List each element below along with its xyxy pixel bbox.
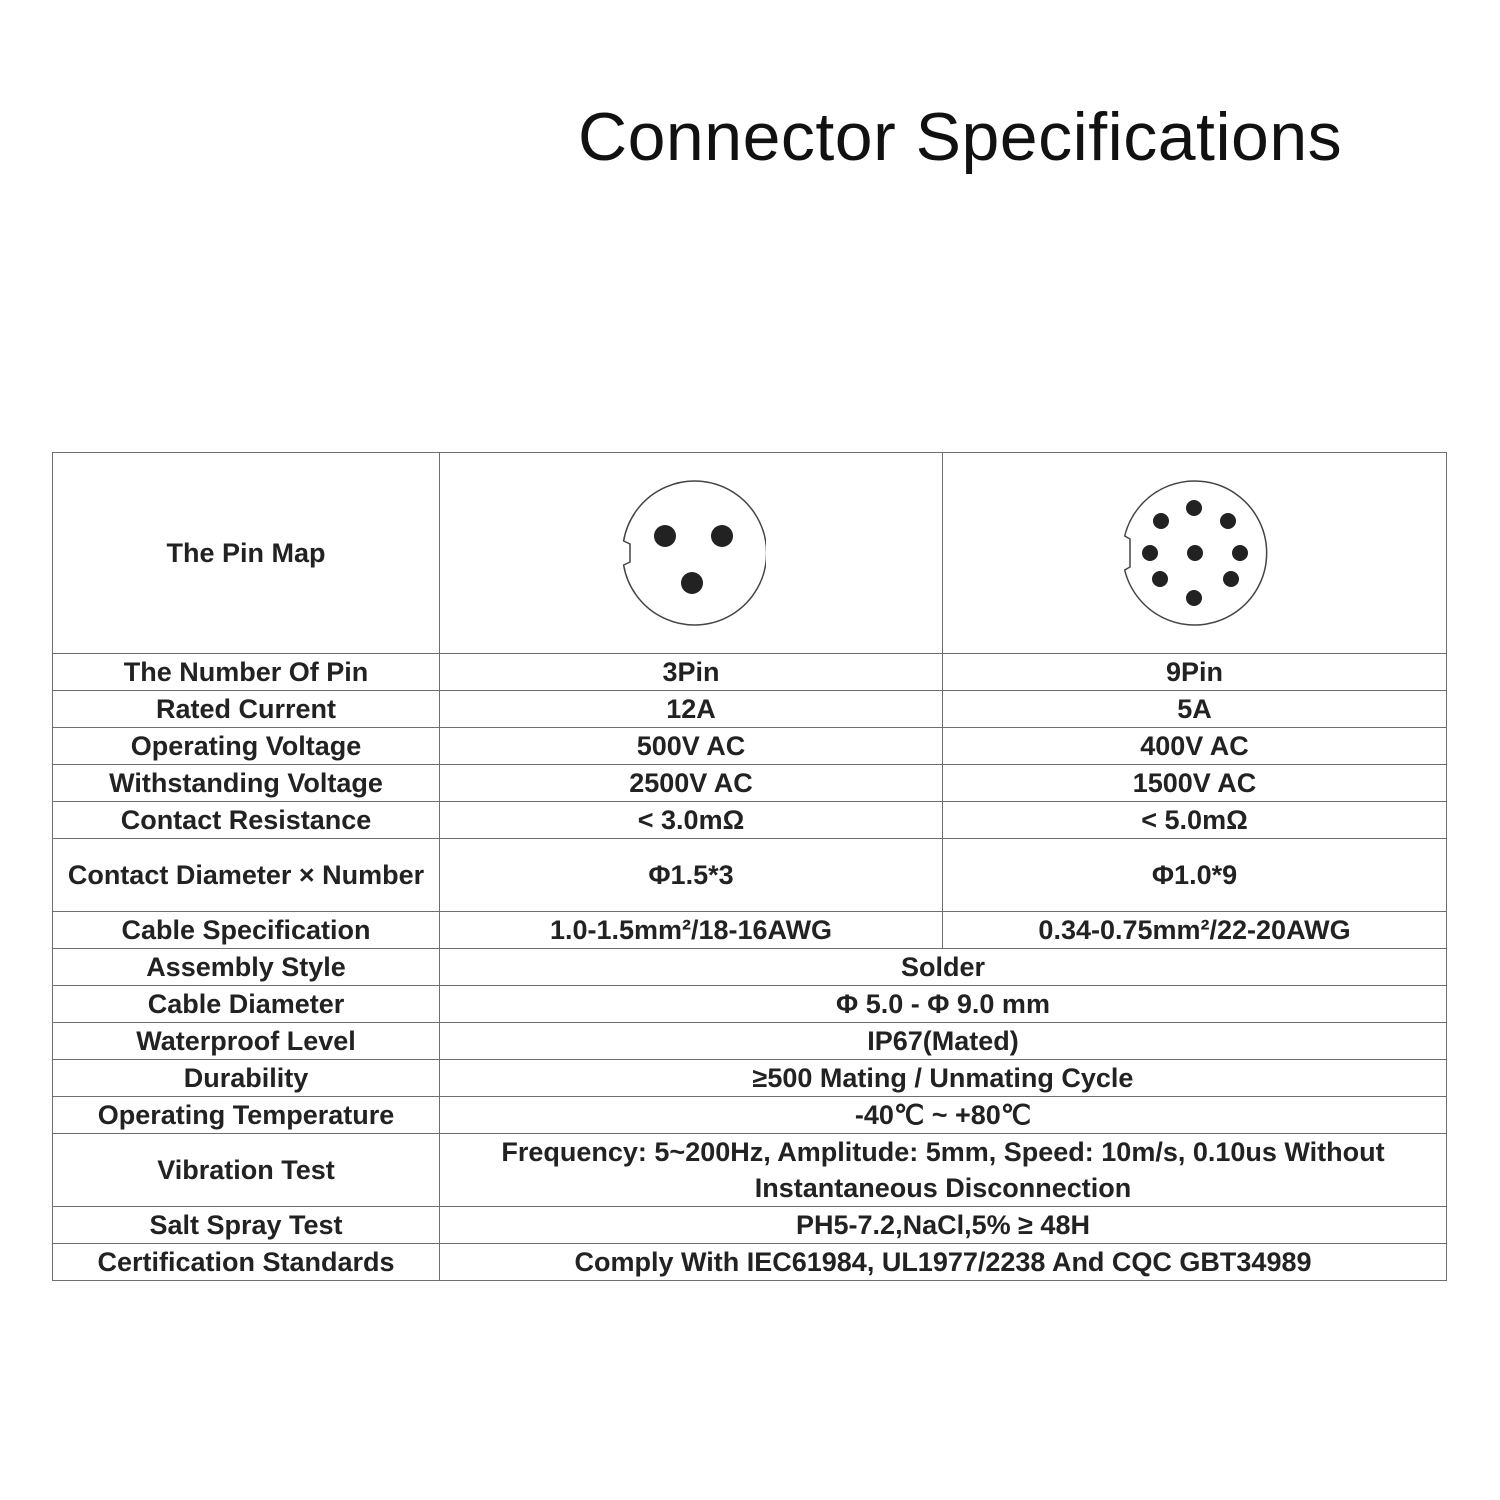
spec-row-cable-diameter	[53, 986, 1447, 1023]
value-3pin: 12A	[440, 691, 943, 728]
spec-row-contact-diameter	[53, 839, 1447, 912]
spec-row-operating-voltage	[53, 728, 1447, 765]
row-label: Certification Standards	[53, 1244, 440, 1281]
row-label: Waterproof Level	[53, 1023, 440, 1060]
value-9pin: Φ1.0*9	[943, 839, 1447, 912]
value-9pin: 5A	[943, 691, 1447, 728]
row-label: Withstanding Voltage	[53, 765, 440, 802]
merged-value: IP67(Mated)	[440, 1023, 1447, 1060]
row-label: Cable Diameter	[53, 986, 440, 1023]
spec-row-salt-spray-test	[53, 1207, 1447, 1244]
merged-value: Frequency: 5~200Hz, Amplitude: 5mm, Speed: 10m/s, 0.10us Without Instantaneous Disconnection	[440, 1134, 1447, 1207]
value-3pin: 3Pin	[440, 654, 943, 691]
merged-value: Φ 5.0 - Φ 9.0 mm	[440, 986, 1447, 1023]
spec-row-withstanding-voltage	[53, 765, 1447, 802]
row-label: Assembly Style	[53, 949, 440, 986]
row-label: Contact Resistance	[53, 802, 440, 839]
page-title: Connector Specifications	[578, 99, 1343, 175]
9-pin-connector-face-icon	[1120, 478, 1270, 628]
merged-value: Solder	[440, 949, 1447, 986]
row-label: Operating Temperature	[53, 1097, 440, 1134]
value-3pin: 2500V AC	[440, 765, 943, 802]
row-label: Cable Specification	[53, 912, 440, 949]
merged-value: Comply With IEC61984, UL1977/2238 And CQC GBT34989	[440, 1244, 1447, 1281]
spec-row-assembly-style	[53, 949, 1447, 986]
value-9pin: < 5.0mΩ	[943, 802, 1447, 839]
pin-map-row	[53, 453, 1447, 654]
merged-value: -40℃ ~ +80℃	[440, 1097, 1447, 1134]
pin-map-3pin-cell	[440, 453, 943, 654]
spec-table	[52, 452, 1447, 1281]
value-3pin: Φ1.5*3	[440, 839, 943, 912]
pin-map-9pin-cell	[943, 453, 1447, 654]
value-3pin: < 3.0mΩ	[440, 802, 943, 839]
spec-row-rated-current	[53, 691, 1447, 728]
value-3pin: 500V AC	[440, 728, 943, 765]
merged-value: PH5-7.2,NaCl,5% ≥ 48H	[440, 1207, 1447, 1244]
3-pin-connector-face-icon	[616, 478, 766, 628]
value-9pin: 0.34-0.75mm²/22-20AWG	[943, 912, 1447, 949]
value-9pin: 1500V AC	[943, 765, 1447, 802]
spec-row-waterproof-level	[53, 1023, 1447, 1060]
spec-row-certification-standards	[53, 1244, 1447, 1281]
row-label: Vibration Test	[53, 1134, 440, 1207]
value-9pin: 400V AC	[943, 728, 1447, 765]
row-label: Contact Diameter × Number	[53, 839, 440, 912]
spec-row-operating-temperature	[53, 1097, 1447, 1134]
spec-row-contact-resistance	[53, 802, 1447, 839]
row-label: The Number Of Pin	[53, 654, 440, 691]
row-label: Salt Spray Test	[53, 1207, 440, 1244]
row-label: Operating Voltage	[53, 728, 440, 765]
spec-row-durability	[53, 1060, 1447, 1097]
merged-value: ≥500 Mating / Unmating Cycle	[440, 1060, 1447, 1097]
row-label: Durability	[53, 1060, 440, 1097]
value-3pin: 1.0-1.5mm²/18-16AWG	[440, 912, 943, 949]
spec-row-cable-specification	[53, 912, 1447, 949]
spec-row-pin-count	[53, 654, 1447, 691]
pin-map-label: The Pin Map	[53, 453, 440, 654]
value-9pin: 9Pin	[943, 654, 1447, 691]
row-label: Rated Current	[53, 691, 440, 728]
spec-row-vibration-test	[53, 1134, 1447, 1207]
